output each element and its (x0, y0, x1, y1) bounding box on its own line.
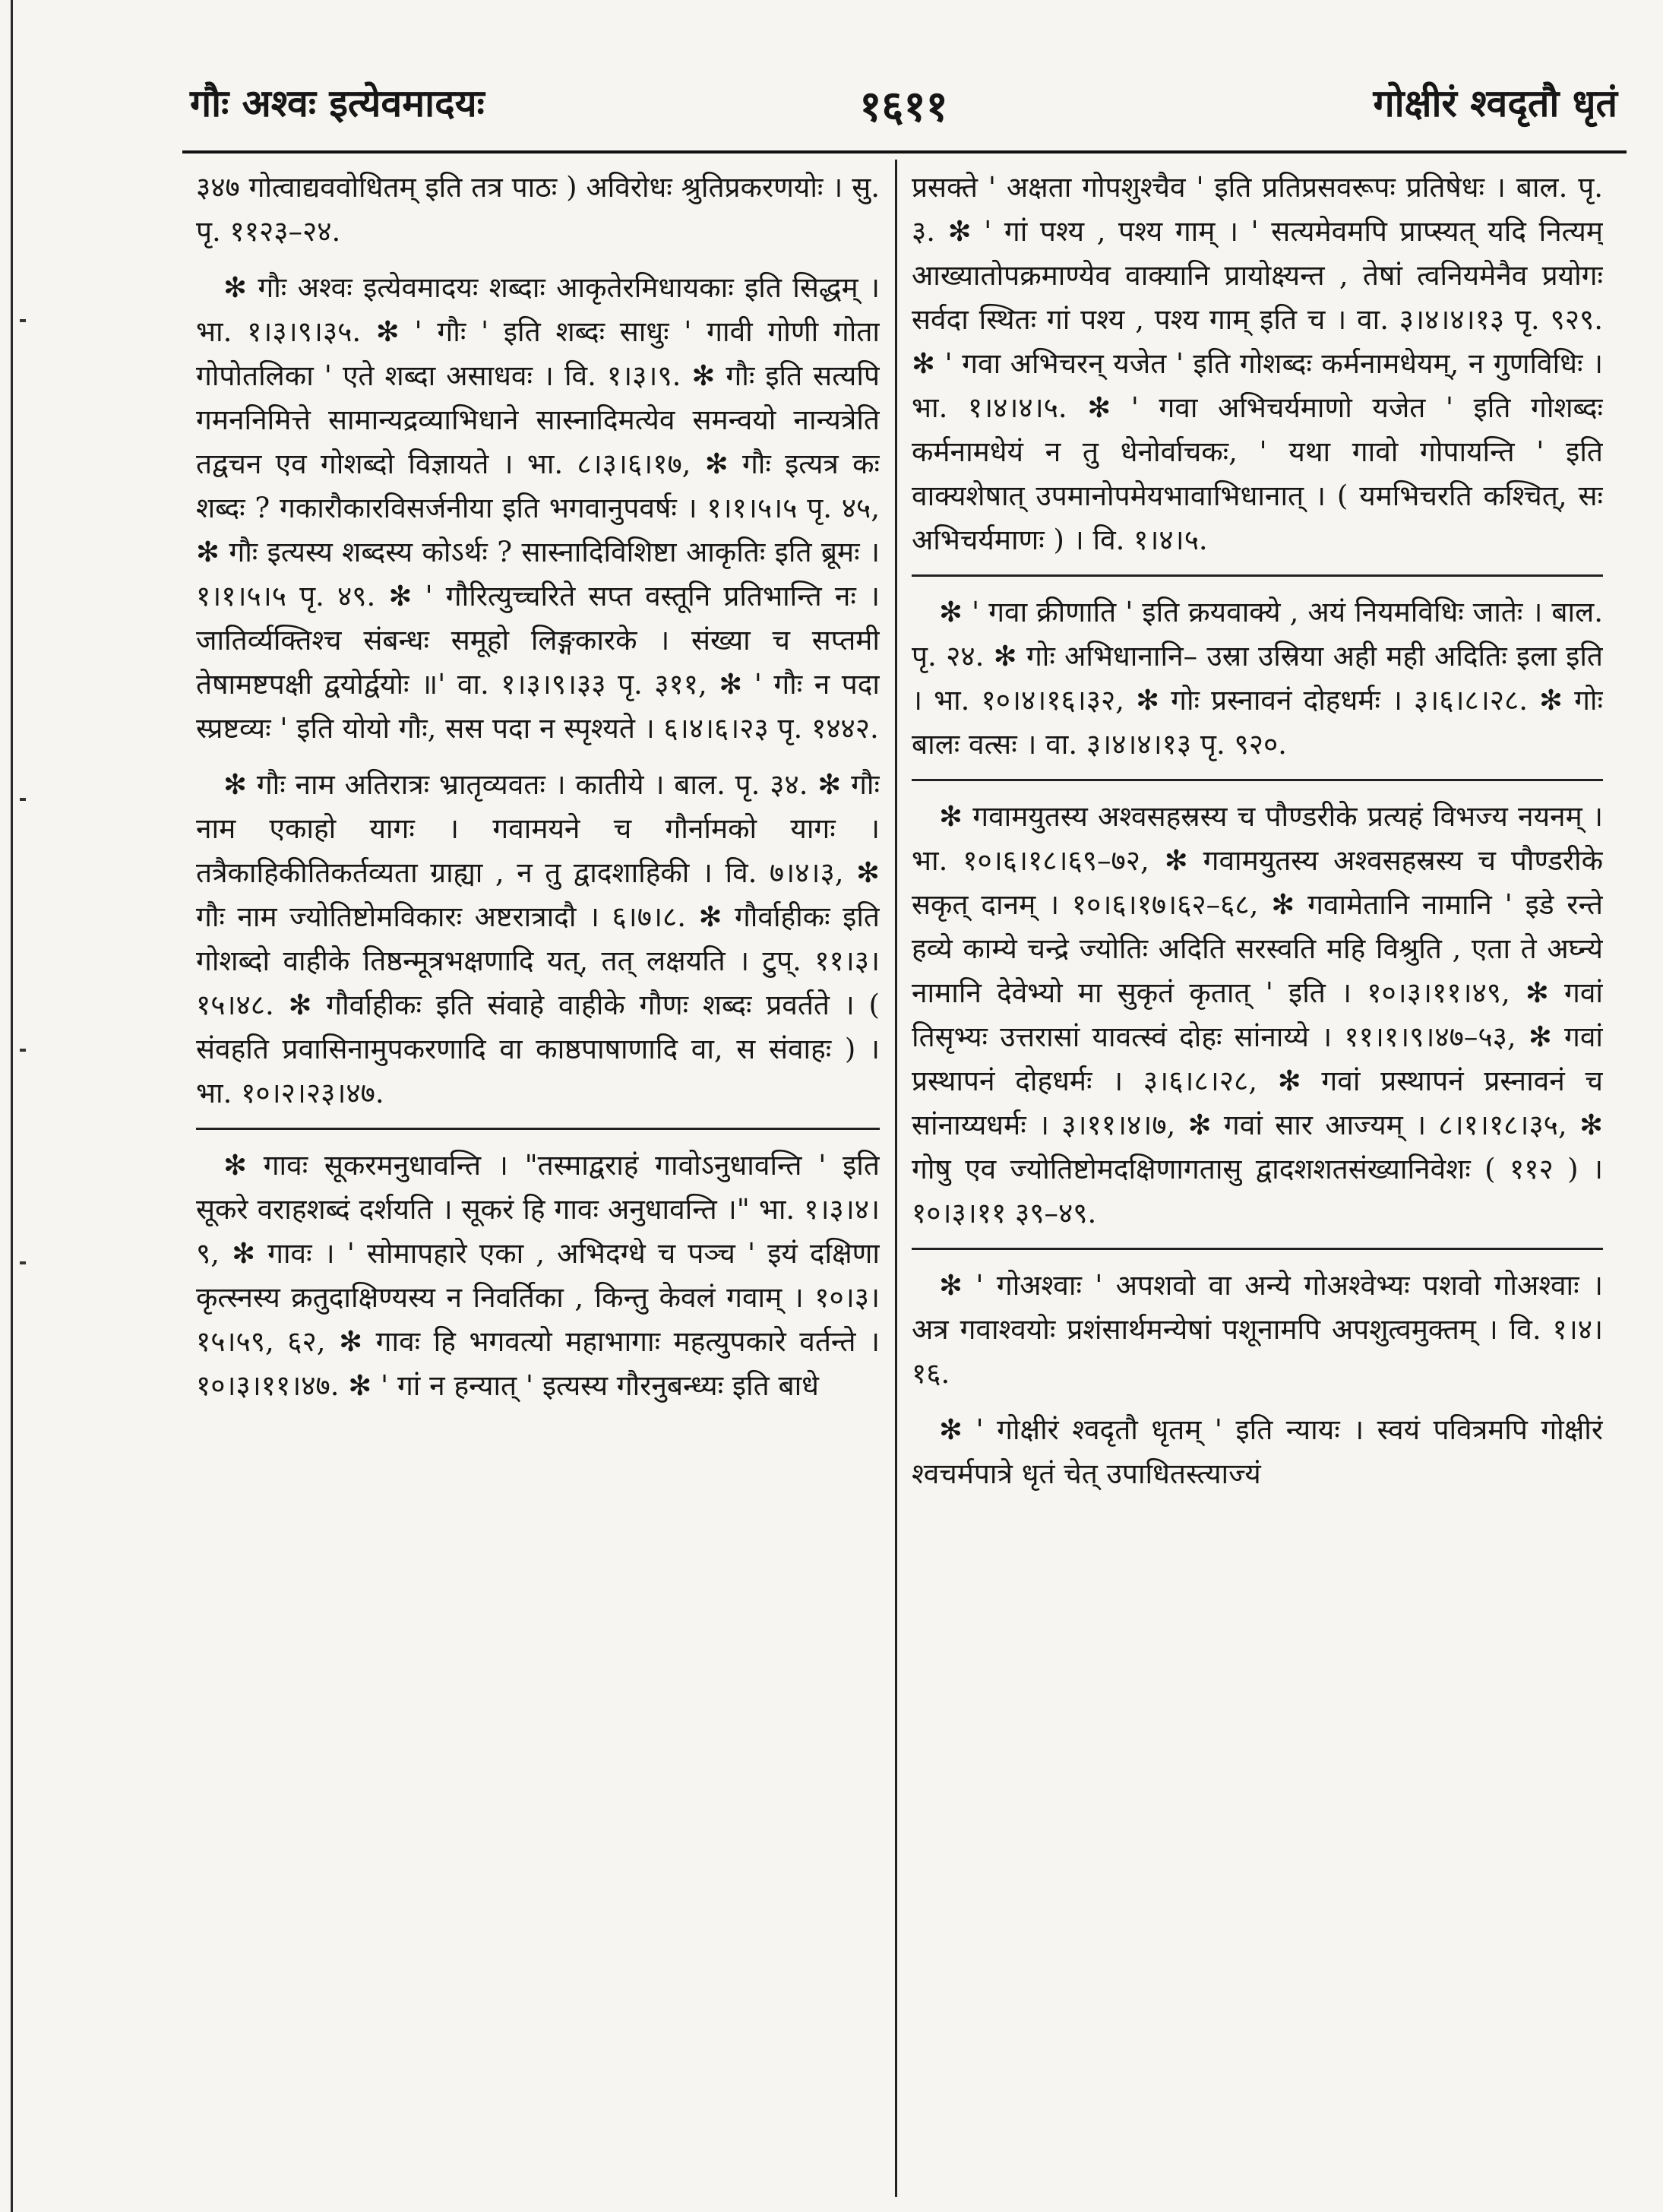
entry-separator (912, 779, 1603, 781)
right-para-2: ✻ ' गवा क्रीणाति ' इति क्रयवाक्ये , अयं नियमविधिः जातेः । बाल. पृ. २४. ✻ गोः अभिधानानि– उस्रा उस्रिया अही मही अदितिः इला इति । भा. १०।४।१६।३२, ✻ गोः प्रस्नावनं दोहधर्मः । ३।६।८।२८. ✻ गोः बालः वत्सः । वा. ३।४।४।१३ पृ. ९२०. (912, 596, 1603, 761)
column-divider (895, 160, 897, 2197)
page-number: १६११ (859, 81, 948, 131)
right-para-5: ✻ ' गोक्षीरं श्वदृतौ धृतम् ' इति न्यायः । स्वयं पवित्रमपि गोक्षीरं श्वचर्मपात्रे धृतं चेत् उपाधितस्त्याज्यं (912, 1413, 1603, 1490)
entry-separator (912, 574, 1603, 577)
right-para-3: ✻ गवामयुतस्य अश्वसहस्रस्य च पौण्डरीके प्रत्यहं विभज्य नयनम् । भा. १०।६।१८।६९–७२, ✻ गवामयुतस्य अश्वसहस्रस्य च पौण्डरीके सकृत् दानम् । १०।६।१७।६२–६८, ✻ गवामेतानि नामानि ' इडे रन्ते हव्ये काम्ये चन्द्रे ज्योतिः अदिति सरस्वति महि विश्रुति , एता ते अघ्न्ये नामानि देवेभ्यो मा सुकृतं कृतात् ' इति । १०।३।११।४९, ✻ गवां तिसृभ्यः उत्तरासां यावत्स्वं दोहः सांनाय्ये । ११।१।९।४७–५३, ✻ गवां प्रस्थापनं दोहधर्मः । ३।६।८।२८, ✻ गवां प्रस्थापनं प्रस्नावनं च सांनाय्यधर्मः । ३।११।४।७, ✻ गवां सार आज्यम् । ८।१।१८।३५, ✻ गोषु एव ज्योतिष्टोमदक्षिणागतासु द्वादशशतसंख्यानिवेशः ( ११२ ) । १०।३।११ ३९–४९. (912, 800, 1603, 1229)
margin-mark (20, 1049, 26, 1052)
left-para-1: ३४७ गोत्वाद्यववोधितम् इति तत्र पाठः ) अविरोधः श्रुतिप्रकरणयोः । सु. पृ. ११२३–२४. (196, 171, 880, 248)
right-para-1: प्रसक्ते ' अक्षता गोपशुश्चैव ' इति प्रतिप्रसवरूपः प्रतिषेधः । बाल. पृ. ३. ✻ ' गां पश्य , पश्य गाम् । ' सत्यमेवमपि प्राप्स्यत् यदि नित्यम् आख्यातोपक्रमाण्येव वाक्यानि प्रायोक्ष्यन्त , तेषां त्वनियमेनैव प्रयोगः सर्वदा स्थितः गां पश्य , पश्य गाम् इति च । वा. ३।४।४।१३ पृ. ९२९. ✻ ' गवा अभिचरन् यजेत ' इति गोशब्दः कर्मनामधेयम्, न गुणविधिः । भा. १।४।४।५. ✻ ' गवा अभिचर्यमाणो यजेत ' इति गोशब्दः कर्मनामधेयं न तु धेनोर्वाचकः, ' यथा गावो गोपायन्ति ' इति वाक्यशेषात् उपमानोपमेयभावाभिधानात् । ( यमभिचरति कश्चित्, सः अभिचर्यमाणः ) । वि. १।४।५. (912, 171, 1603, 556)
left-para-3: ✻ गौः नाम अतिरात्रः भ्रातृव्यवतः । कातीये । बाल. पृ. ३४. ✻ गौः नाम एकाहो यागः । गवामयने च गौर्नामको यागः । तत्रैकाहिकीतिकर्तव्यता ग्राह्या , न तु द्वादशाहिकी । वि. ७।४।३, ✻ गौः नाम ज्योतिष्टोमविकारः अष्टरात्रादौ । ६।७।८. ✻ गौर्वाहीकः इति गोशब्दो वाहीके तिष्ठन्मूत्रभक्षणादि यत्, तत् लक्षयति । टुप्. ११।३।१५।४८. ✻ गौर्वाहीकः इति संवाहे वाहीके गौणः शब्दः प्रवर्तते । ( संवहति प्रवासिनामुपकरणादि वा काष्ठपाषाणादि वा, स संवाहः ) । भा. १०।२।२३।४७. (196, 768, 880, 1109)
right-para-4: ✻ ' गोअश्वाः ' अपशवो वा अन्ये गोअश्वेभ्यः पशवो गोअश्वाः । अत्र गवाश्वयोः प्रशंसार्थमन्येषां पशूनामपि अपशुत्वमुक्तम् । वि. १।४।१६. (912, 1269, 1603, 1390)
margin-mark (20, 1261, 26, 1264)
entry-separator (912, 1248, 1603, 1250)
right-column (912, 166, 1603, 2193)
margin-mark (20, 319, 26, 322)
left-column (196, 166, 880, 2193)
left-running-head: गौः अश्वः इत्येवमादयः (190, 81, 485, 125)
header-rule (182, 150, 1627, 153)
page-edge-rule (11, 0, 13, 2212)
left-para-4: ✻ गावः सूकरमनुधावन्ति । "तस्माद्वराहं गावोऽनुधावन्ति ' इति सूकरे वराहशब्दं दर्शयति । सूकरं हि गावः अनुधावन्ति ।" भा. १।३।४।९, ✻ गावः । ' सोमापहारे एका , अभिदग्धे च पञ्च ' इयं दक्षिणा कृत्स्नस्य क्रतुदाक्षिण्यस्य न निवर्तिका , किन्तु केवलं गवाम् । १०।३।१५।५९, ६२, ✻ गावः हि भगवत्यो महाभागाः महत्युपकारे वर्तन्ते । १०।३।११।४७. ✻ ' गां न हन्यात् ' इत्यस्य गौरनुबन्ध्यः इति बाधे (196, 1149, 880, 1402)
right-running-head: गोक्षीरं श्वदृतौ धृतं (1373, 81, 1617, 125)
margin-mark (20, 798, 26, 801)
entry-separator (196, 1128, 880, 1130)
left-para-2: ✻ गौः अश्वः इत्येवमादयः शब्दाः आकृतेरमिधायकाः इति सिद्धम् । भा. १।३।९।३५. ✻ ' गौः ' इति शब्दः साधुः ' गावी गोणी गोता गोपोतलिका ' एते शब्दा असाधवः । वि. १।३।९. ✻ गौः इति सत्यपि गमननिमित्ते सामान्यद्रव्याभिधाने सास्नादिमत्येव समन्वयो नान्यत्रेति तद्वचन एव गोशब्दो विज्ञायते । भा. ८।३।६।१७, ✻ गौः इत्यत्र कः शब्दः ? गकारौकारविसर्जनीया इति भगवानुपवर्षः । १।१।५।५ पृ. ४५, ✻ गौः इत्यस्य शब्दस्य कोऽर्थः ? सास्नादिविशिष्टा आकृतिः इति ब्रूमः । १।१।५।५ पृ. ४९. ✻ ' गौरित्युच्चरिते सप्त वस्तूनि प्रतिभान्ति नः । जातिर्व्यक्तिश्च संबन्धः समूहो लिङ्गकारके । संख्या च सप्तमी तेषामष्टपक्षी द्वयोर्द्वयोः ॥' वा. १।३।९।३३ पृ. ३११, ✻ ' गौः न पदा स्प्रष्टव्यः ' इति योयो गौः, सस पदा न स्पृश्यते । ६।४।६।२३ पृ. १४४२. (196, 271, 880, 745)
page-header (190, 76, 1617, 137)
